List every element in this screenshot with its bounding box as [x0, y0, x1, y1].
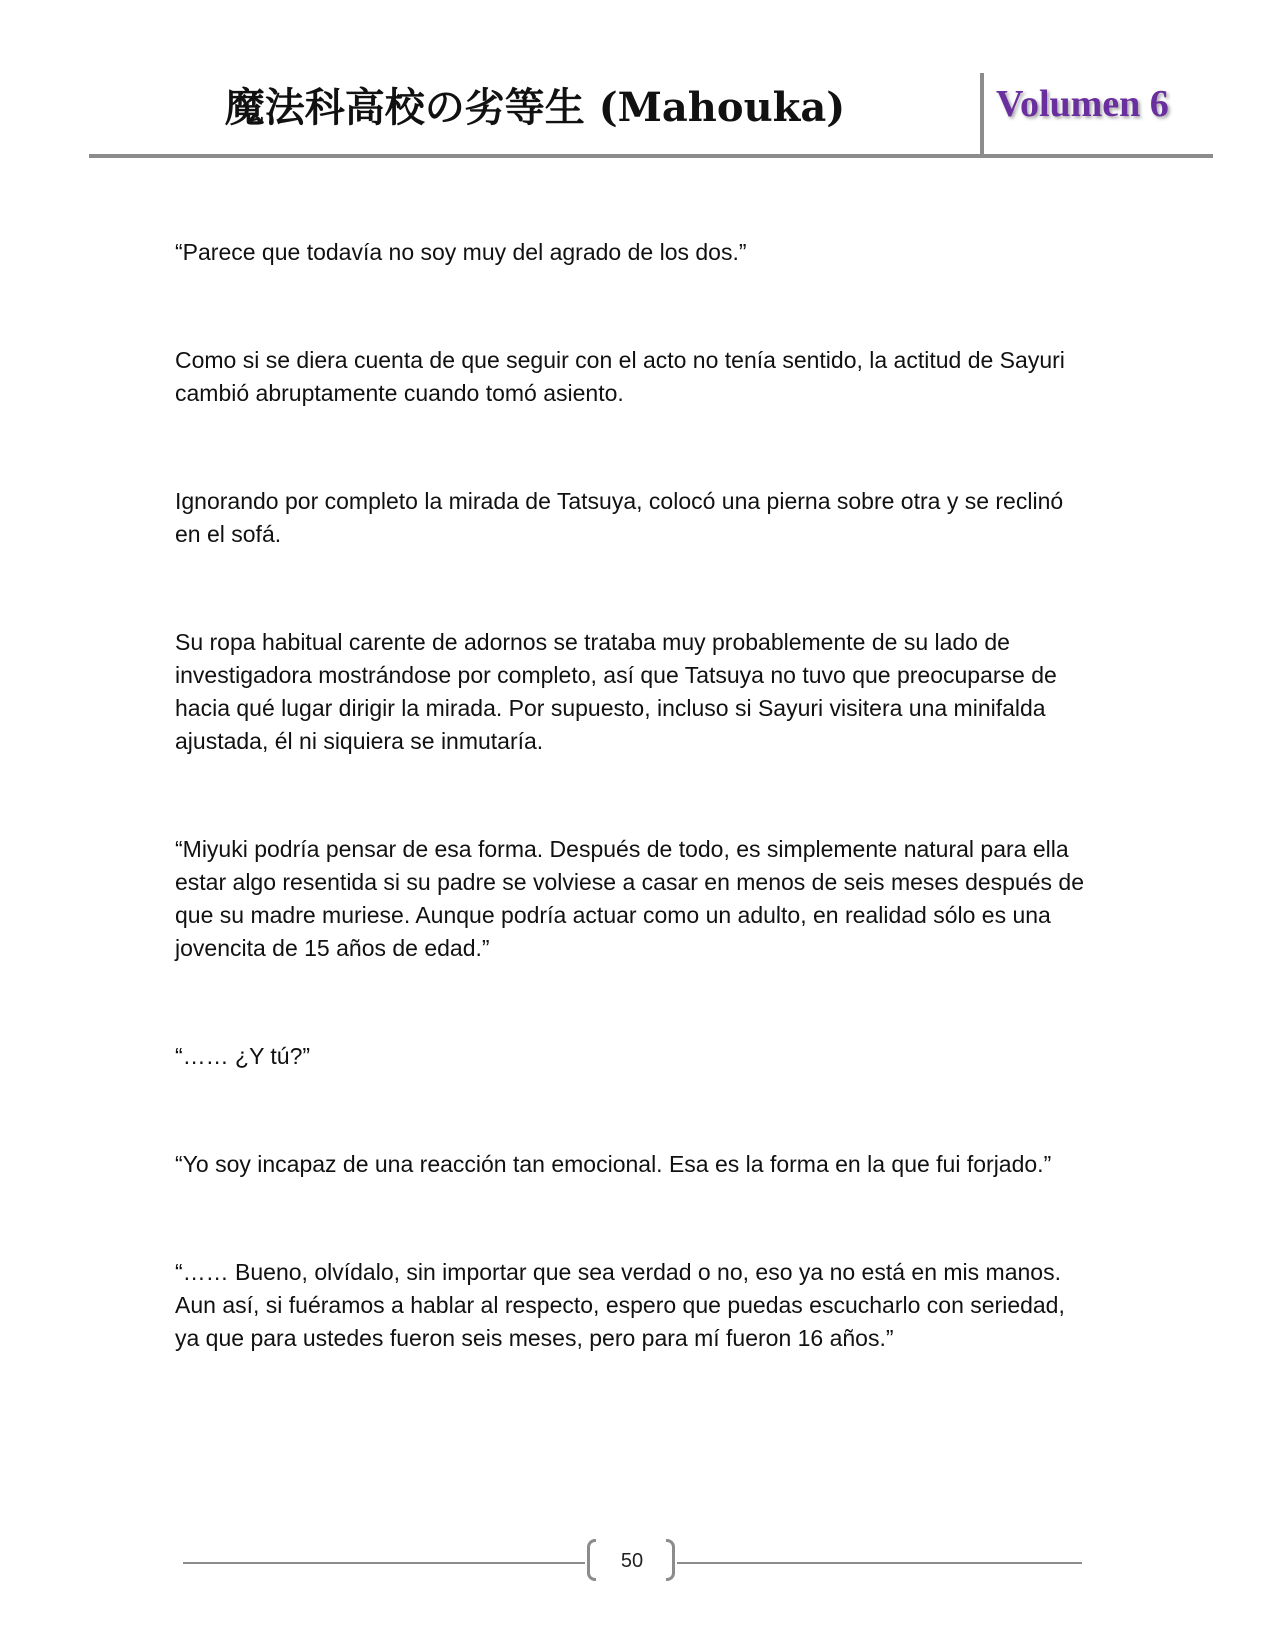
footer-rule-right — [677, 1562, 1082, 1564]
paragraph-6: “…… ¿Y tú?” — [175, 1043, 311, 1069]
paragraph-8: “…… Bueno, olvídalo, sin importar que sea verdad o no, eso ya no está en mis manos. Aun así, si fuéramos a hablar al respecto, espero que puedas escucharlo con seriedad, ya que para ustedes fueron seis meses, pero para mí fueron 16 años.” — [175, 1259, 1065, 1351]
paragraph-5: “Miyuki podría pensar de esa forma. Después de todo, es simplemente natural para ella estar algo resentida si su padre se volviese a casar en menos de seis meses después de que su madre muriese. Aunque podría actuar como un adulto, en realidad sólo es una jovencita de 15 años de edad.” — [175, 836, 1085, 961]
right-bracket-icon — [666, 1539, 675, 1581]
footer-rule-left — [183, 1562, 585, 1564]
paragraph-3: Ignorando por completo la mirada de Tatsuya, colocó una pierna sobre otra y se reclinó en el sofá. — [175, 488, 1064, 547]
paragraph-2: Como si se diera cuenta de que seguir con el acto no tenía sentido, la actitud de Sayuri cambió abruptamente cuando tomó asiento. — [175, 347, 1065, 406]
paragraph-7: “Yo soy incapaz de una reacción tan emocional. Esa es la forma en la que fui forjado.” — [175, 1151, 1052, 1177]
header-divider-vertical — [980, 73, 984, 157]
page-body — [175, 236, 1090, 1430]
header-rule — [89, 154, 1213, 158]
volume-label: Volumen 6 — [996, 83, 1169, 125]
page-number: 50 — [620, 1550, 644, 1572]
left-bracket-icon — [587, 1539, 596, 1581]
paragraph-4: Su ropa habitual carente de adornos se trataba muy probablemente de su lado de investigadora mostrándose por completo, así que Tatsuya no tuvo que preocuparse de hacia qué lugar dirigir la mirada. Por supuesto, incluso si Sayuri visitera una minifalda ajustada, él ni siquiera se inmutaría. — [175, 629, 1057, 754]
book-title: 魔法科高校の劣等生 (Mahouka) — [224, 84, 846, 131]
paragraph-1: “Parece que todavía no soy muy del agrado de los dos.” — [175, 239, 747, 265]
